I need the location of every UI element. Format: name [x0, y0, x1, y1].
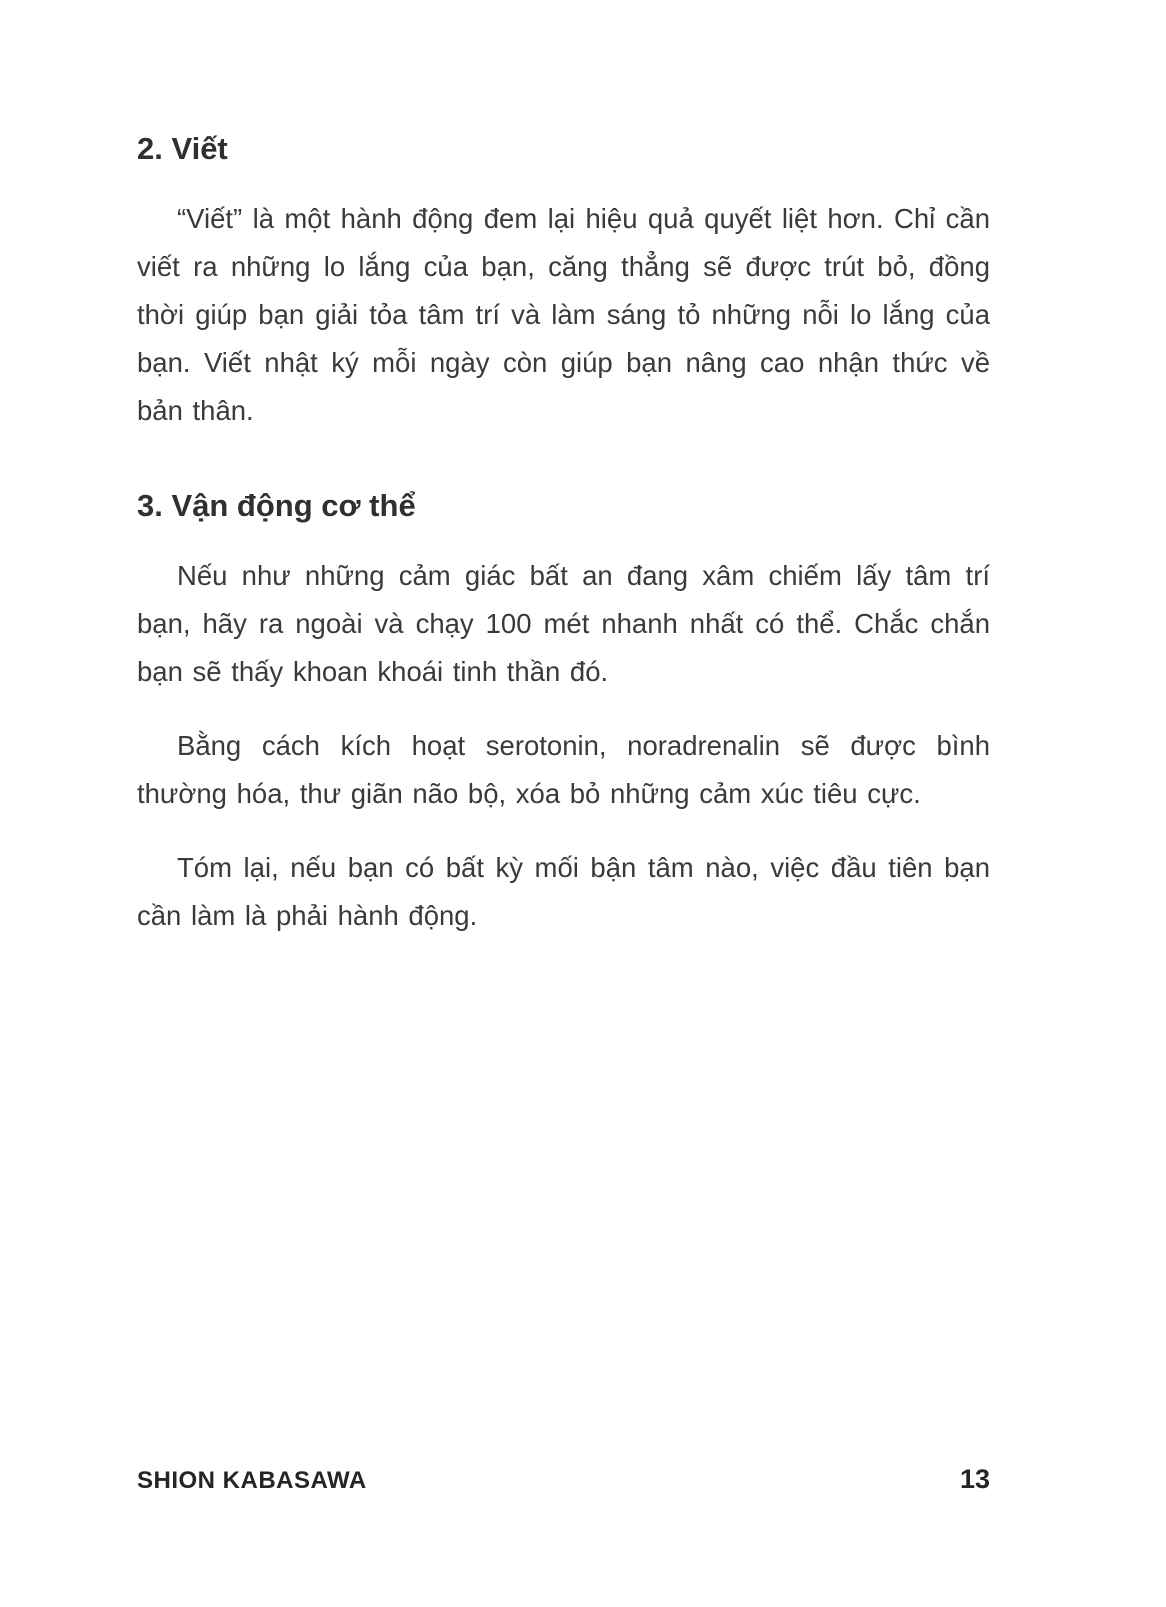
- footer-author: SHION KABASAWA: [137, 1467, 367, 1494]
- section-heading: 2. Viết: [137, 131, 228, 166]
- footer-page-number: 13: [959, 1464, 990, 1494]
- section-van-dong-co-the: [137, 487, 990, 940]
- section-viet: [137, 130, 990, 435]
- paragraph: Bằng cách kích hoạt serotonin, noradrenalin sẽ được bình thường hóa, thư giãn não bộ, xóa bỏ những cảm xúc tiêu cực.: [137, 730, 990, 810]
- section-heading: 3. Vận động cơ thể: [137, 488, 416, 524]
- paragraph: Tóm lại, nếu bạn có bất kỳ mối bận tâm nào, việc đầu tiên bạn cần làm là phải hành động.: [137, 852, 990, 932]
- paragraph: Nếu như những cảm giác bất an đang xâm chiếm lấy tâm trí bạn, hãy ra ngoài và chạy 100 mét nhanh nhất có thể. Chắc chắn bạn sẽ thấy khoan khoái tinh thần đó.: [137, 560, 990, 688]
- page-footer: [137, 1464, 990, 1495]
- paragraph: “Viết” là một hành động đem lại hiệu quả quyết liệt hơn. Chỉ cần viết ra những lo lắng của bạn, căng thẳng sẽ được trút bỏ, đồng thời giúp bạn giải tỏa tâm trí và làm sáng tỏ những nỗi lo lắng của bạn. Viết nhật ký mỗi ngày còn giúp bạn nâng cao nhận thức về bản thân.: [137, 203, 990, 427]
- page-content: [137, 130, 990, 940]
